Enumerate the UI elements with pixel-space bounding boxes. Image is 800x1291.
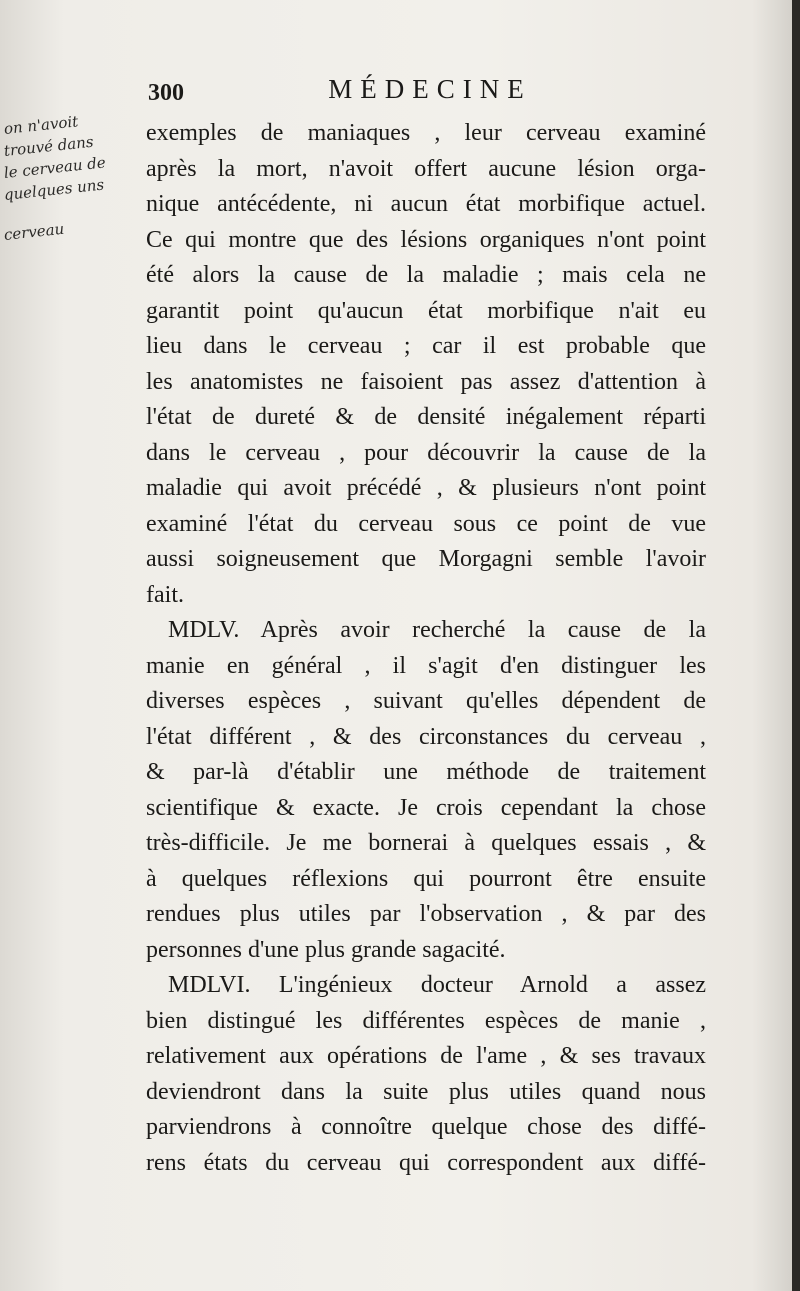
text-line: bien distingué les différentes espèces de manie , <box>146 1007 706 1034</box>
text-line: rendues plus utiles par l'observation , & par des <box>146 901 706 927</box>
page-edge-shadow <box>792 0 800 1291</box>
margin-note: trouvé dans <box>3 132 95 160</box>
body-text <box>146 116 706 1181</box>
handwritten-margin-notes <box>3 112 134 246</box>
text-line: fait. <box>146 581 184 608</box>
margin-note: le cerveau de <box>3 153 107 182</box>
margin-note: quelques uns <box>3 175 105 204</box>
paragraph-start: MDLVI. L'ingénieux docteur Arnold a assez <box>168 972 706 998</box>
text-line: rens états du cerveau qui correspondent aux diffé- <box>146 1149 706 1176</box>
text-line: & par-là d'établir une méthode de traitement <box>146 759 706 785</box>
text-line: l'état différent , & des circonstances du cerveau , <box>146 723 706 750</box>
text-line: Ce qui montre que des lésions organiques n'ont point <box>146 226 706 253</box>
text-line: aussi soigneusement que Morgagni semble l'avoir <box>146 546 706 572</box>
text-line: relativement aux opérations de l'ame , & ses travaux <box>146 1043 706 1069</box>
text-line: été alors la cause de la maladie ; mais cela ne <box>146 262 706 288</box>
running-title: MÉDECINE <box>328 74 532 104</box>
text-line: nique antécédente, ni aucun état morbifique actuel. <box>146 191 706 217</box>
text-line: diverses espèces , suivant qu'elles dépendent de <box>146 688 706 714</box>
paragraph-start: MDLV. Après avoir recherché la cause de la <box>168 617 706 643</box>
text-line: parviendrons à connoître quelque chose des diffé- <box>146 1114 706 1140</box>
text-line: les anatomistes ne faisoient pas assez d'attention à <box>146 368 706 395</box>
text-line: deviendront dans la suite plus utiles quand nous <box>146 1078 706 1105</box>
margin-note: on n'avoit <box>3 112 80 138</box>
text-line: dans le cerveau , pour découvrir la cause de la <box>146 439 706 466</box>
text-line: lieu dans le cerveau ; car il est probable que <box>146 333 706 359</box>
text-line: à quelques réflexions qui pourront être ensuite <box>146 865 706 892</box>
text-line: examiné l'état du cerveau sous ce point de vue <box>146 510 706 537</box>
text-line: manie en général , il s'agit d'en distinguer les <box>146 652 706 679</box>
page-header <box>140 74 720 114</box>
text-line: très-difficile. Je me bornerai à quelques essais , & <box>146 830 706 856</box>
text-line: scientifique & exacte. Je crois cependant la chose <box>146 794 706 821</box>
text-line: l'état de dureté & de densité inégalement réparti <box>146 404 706 430</box>
text-line: personnes d'une plus grande sagacité. <box>146 936 506 963</box>
text-line: exemples de maniaques , leur cerveau examiné <box>146 120 706 146</box>
margin-note: cerveau <box>3 219 66 244</box>
text-line: maladie qui avoit précédé , & plusieurs n'ont point <box>146 475 706 501</box>
page-number: 300 <box>148 80 184 106</box>
text-line: après la mort, n'avoit offert aucune lésion orga- <box>146 155 706 182</box>
text-line: garantit point qu'aucun état morbifique n'ait eu <box>146 297 706 324</box>
